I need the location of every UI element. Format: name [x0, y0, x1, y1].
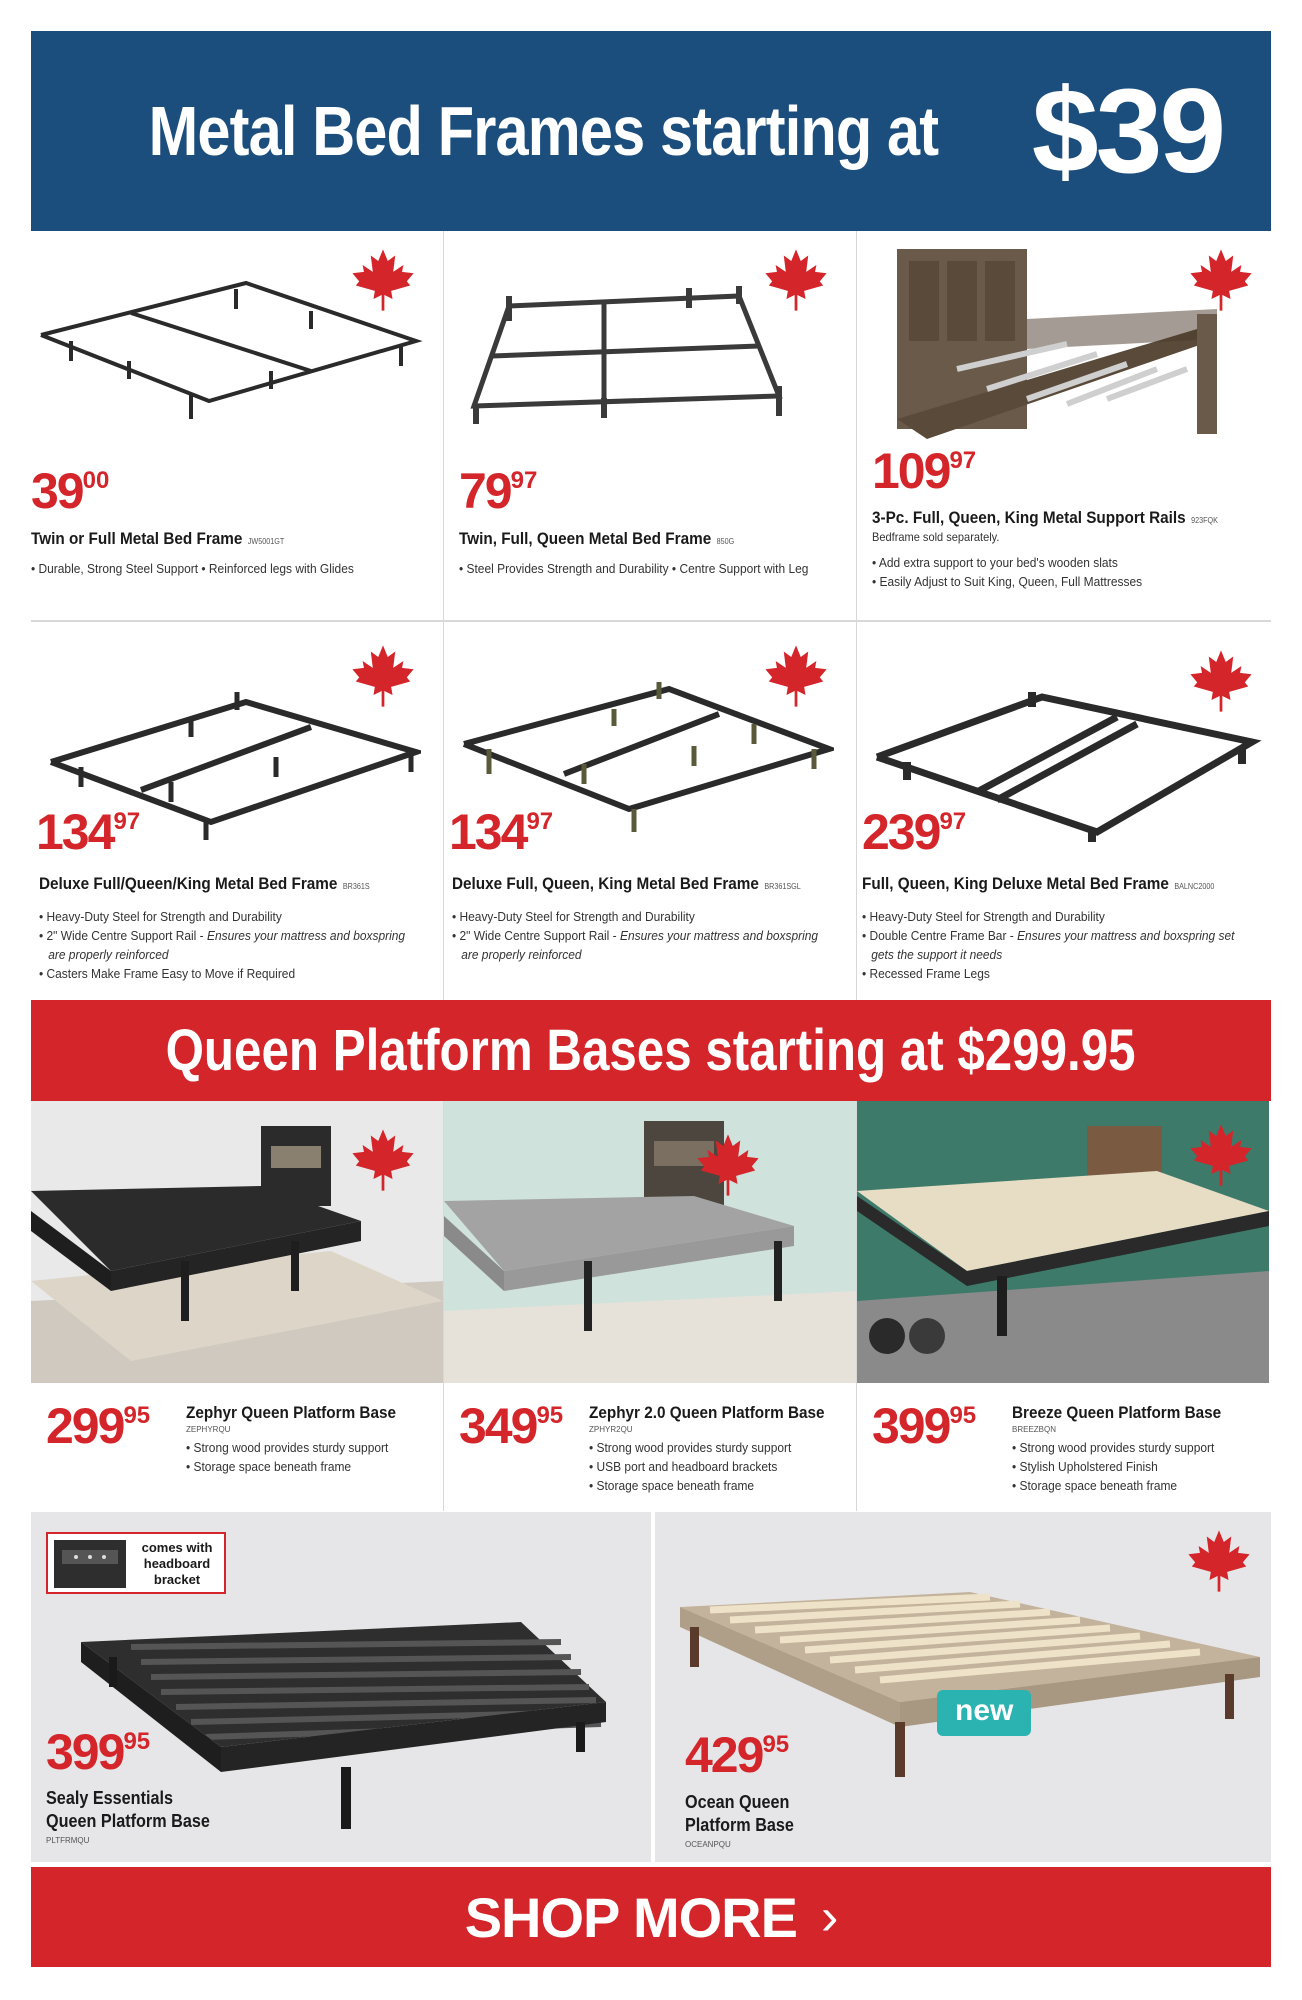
feature-item: • Stylish Upholstered Finish	[1012, 1459, 1158, 1474]
product-sku: JW5001GT	[247, 537, 285, 546]
product-title: Deluxe Full, Queen, King Metal Bed Frame	[452, 874, 759, 893]
feature-item: • Heavy-Duty Steel for Strength and Durability	[452, 909, 695, 924]
price	[46, 1398, 151, 1454]
feature-item: • USB port and headboard brackets	[589, 1459, 778, 1474]
product-sku: BR361SGL	[764, 882, 801, 891]
feature-item: • Casters Make Frame Easy to Move if Required	[39, 966, 296, 981]
product-name-line2: Platform Base	[685, 1815, 794, 1835]
price	[862, 804, 967, 860]
price	[459, 1398, 564, 1454]
metal-frames-row-2	[31, 622, 1271, 1000]
product-card-support-rails[interactable]	[857, 231, 1270, 620]
product-title: Twin or Full Metal Bed Frame	[31, 529, 243, 548]
price-cents: 97	[526, 808, 554, 835]
product-sku: OCEANPQU	[685, 1840, 731, 1849]
product-sku: ZEPHYRQU	[186, 1425, 231, 1434]
price	[685, 1727, 790, 1783]
product-name	[31, 529, 284, 549]
feature-item: • Storage space beneath frame	[1012, 1478, 1178, 1493]
price	[459, 463, 538, 519]
price-dollars: 299	[46, 1398, 124, 1454]
product-sku: PLTFRMQU	[46, 1836, 90, 1845]
feature-item: • Storage space beneath frame	[186, 1459, 352, 1474]
metal-frame-image	[31, 271, 431, 421]
price-dollars: 39	[31, 463, 83, 519]
product-name	[39, 874, 370, 894]
price-cents: 95	[536, 1402, 564, 1429]
bed-with-rails-image	[897, 249, 1237, 449]
feature-item: are properly reinforced	[461, 947, 582, 962]
price	[36, 804, 141, 860]
price-dollars: 239	[862, 804, 940, 860]
product-note: Bedframe sold separately.	[872, 530, 1000, 544]
price-cents: 95	[123, 1402, 151, 1429]
product-title: Full, Queen, King Deluxe Metal Bed Frame	[862, 874, 1169, 893]
platform-banner	[31, 1000, 1271, 1101]
product-title: 3-Pc. Full, Queen, King Metal Support Rails	[872, 508, 1186, 527]
callout-line: bracket	[153, 1572, 201, 1587]
price-dollars: 399	[872, 1398, 950, 1454]
price-cents: 00	[82, 467, 110, 494]
product-name: Breeze Queen Platform Base	[1012, 1403, 1222, 1422]
price-dollars: 134	[36, 804, 114, 860]
product-name: Zephyr 2.0 Queen Platform Base	[589, 1403, 825, 1422]
maple-leaf-icon	[1187, 1121, 1255, 1189]
product-features	[39, 907, 405, 983]
product-sku: 850G	[716, 537, 735, 546]
shop-more-label: SHOP MORE	[464, 1885, 797, 1949]
feature-item: • 2" Wide Centre Support Rail - Ensures your mattress and boxspring	[452, 928, 819, 943]
feature-item: • Heavy-Duty Steel for Strength and Durability	[39, 909, 282, 924]
product-name	[452, 874, 801, 894]
price-cents: 97	[949, 447, 977, 474]
platform-banner-text: Queen Platform Bases starting at $299.95	[166, 1018, 1136, 1083]
feature-item: • Strong wood provides sturdy support	[589, 1440, 792, 1455]
price	[872, 1398, 977, 1454]
product-name-line1: Ocean Queen	[685, 1792, 790, 1812]
price	[31, 463, 110, 519]
zephyr-2-photo	[444, 1101, 856, 1383]
metal-frames-row-1	[31, 231, 1271, 620]
top-banner	[31, 31, 1271, 231]
product-card-deluxe-br361sgl[interactable]	[444, 622, 857, 1000]
product-card-ocean[interactable]	[655, 1512, 1271, 1862]
callout-line: headboard	[143, 1556, 211, 1571]
maple-leaf-icon	[349, 1126, 417, 1194]
price-dollars: 429	[685, 1727, 763, 1783]
price-dollars: 399	[46, 1724, 124, 1780]
product-card-deluxe-balnc2000[interactable]	[857, 622, 1270, 1000]
product-sku: ZPHYR2QU	[589, 1425, 633, 1434]
product-card-deluxe-br361s[interactable]	[31, 622, 444, 1000]
top-banner-price: $39	[1031, 64, 1224, 198]
chevron-right-icon: ›	[820, 1888, 838, 1946]
maple-leaf-icon	[694, 1131, 762, 1199]
feature-item: • 2" Wide Centre Support Rail - Ensures your mattress and boxspring	[39, 928, 406, 943]
product-features	[452, 907, 818, 964]
product-card-breeze[interactable]	[857, 1101, 1270, 1511]
platform-bases-row	[31, 1101, 1271, 1511]
feature-item: • Strong wood provides sturdy support	[186, 1440, 389, 1455]
metal-frame-image	[464, 266, 794, 426]
price-dollars: 109	[872, 443, 950, 499]
price	[872, 443, 977, 499]
feature-item: • Storage space beneath frame	[589, 1478, 755, 1493]
feature-item: gets the support it needs	[871, 947, 1003, 962]
product-features	[589, 1438, 791, 1495]
product-features: • Steel Provides Strength and Durability • Centre Support with Leg	[459, 561, 809, 576]
product-card-sealy[interactable]	[31, 1512, 651, 1862]
product-sku: 923FQK	[1191, 516, 1218, 525]
feature-item: • Heavy-Duty Steel for Strength and Durability	[862, 909, 1105, 924]
price-cents: 95	[123, 1728, 151, 1755]
price-cents: 97	[939, 808, 967, 835]
new-badge: new	[937, 1690, 1031, 1736]
shop-more-button[interactable]	[31, 1867, 1271, 1967]
product-features	[872, 553, 1142, 591]
headboard-bracket-callout	[46, 1532, 226, 1594]
product-name	[862, 874, 1214, 894]
product-title: Deluxe Full/Queen/King Metal Bed Frame	[39, 874, 338, 893]
product-card-twin-full-queen-frame[interactable]	[444, 231, 857, 620]
product-title: Twin, Full, Queen Metal Bed Frame	[459, 529, 712, 548]
product-name-line2: Queen Platform Base	[46, 1811, 210, 1831]
product-features	[186, 1438, 388, 1476]
product-name: Zephyr Queen Platform Base	[186, 1403, 397, 1422]
product-sku: BALNC2000	[1174, 882, 1215, 891]
callout-line: comes with	[141, 1540, 213, 1555]
product-features: • Durable, Strong Steel Support • Reinforced legs with Glides	[31, 561, 354, 576]
product-sku: BR361S	[342, 882, 370, 891]
product-card-zephyr-2[interactable]	[444, 1101, 857, 1511]
price	[449, 804, 554, 860]
price-cents: 95	[762, 1731, 790, 1758]
product-name-line1: Sealy Essentials	[46, 1788, 173, 1808]
price-cents: 97	[510, 467, 538, 494]
price-dollars: 79	[459, 463, 511, 519]
feature-item: • Easily Adjust to Suit King, Queen, Full Mattresses	[872, 574, 1143, 589]
price-dollars: 134	[449, 804, 527, 860]
product-name	[872, 508, 1218, 528]
feature-item: • Add extra support to your bed's wooden slats	[872, 555, 1118, 570]
bracket-icon	[54, 1540, 126, 1588]
product-features	[1012, 1438, 1214, 1495]
price-dollars: 349	[459, 1398, 537, 1454]
feature-item: are properly reinforced	[48, 947, 169, 962]
product-features	[862, 907, 1234, 983]
product-card-twin-full-frame[interactable]	[31, 231, 444, 620]
product-sku: BREEZBQN	[1012, 1425, 1057, 1434]
top-banner-text: Metal Bed Frames starting at	[148, 92, 939, 170]
price	[46, 1724, 151, 1780]
feature-item: • Double Centre Frame Bar - Ensures your mattress and boxspring set	[862, 928, 1235, 943]
feature-item: • Recessed Frame Legs	[862, 966, 990, 981]
product-name	[459, 529, 734, 549]
price-cents: 95	[949, 1402, 977, 1429]
product-card-zephyr[interactable]	[31, 1101, 444, 1511]
price-cents: 97	[113, 808, 141, 835]
feature-item: • Strong wood provides sturdy support	[1012, 1440, 1215, 1455]
